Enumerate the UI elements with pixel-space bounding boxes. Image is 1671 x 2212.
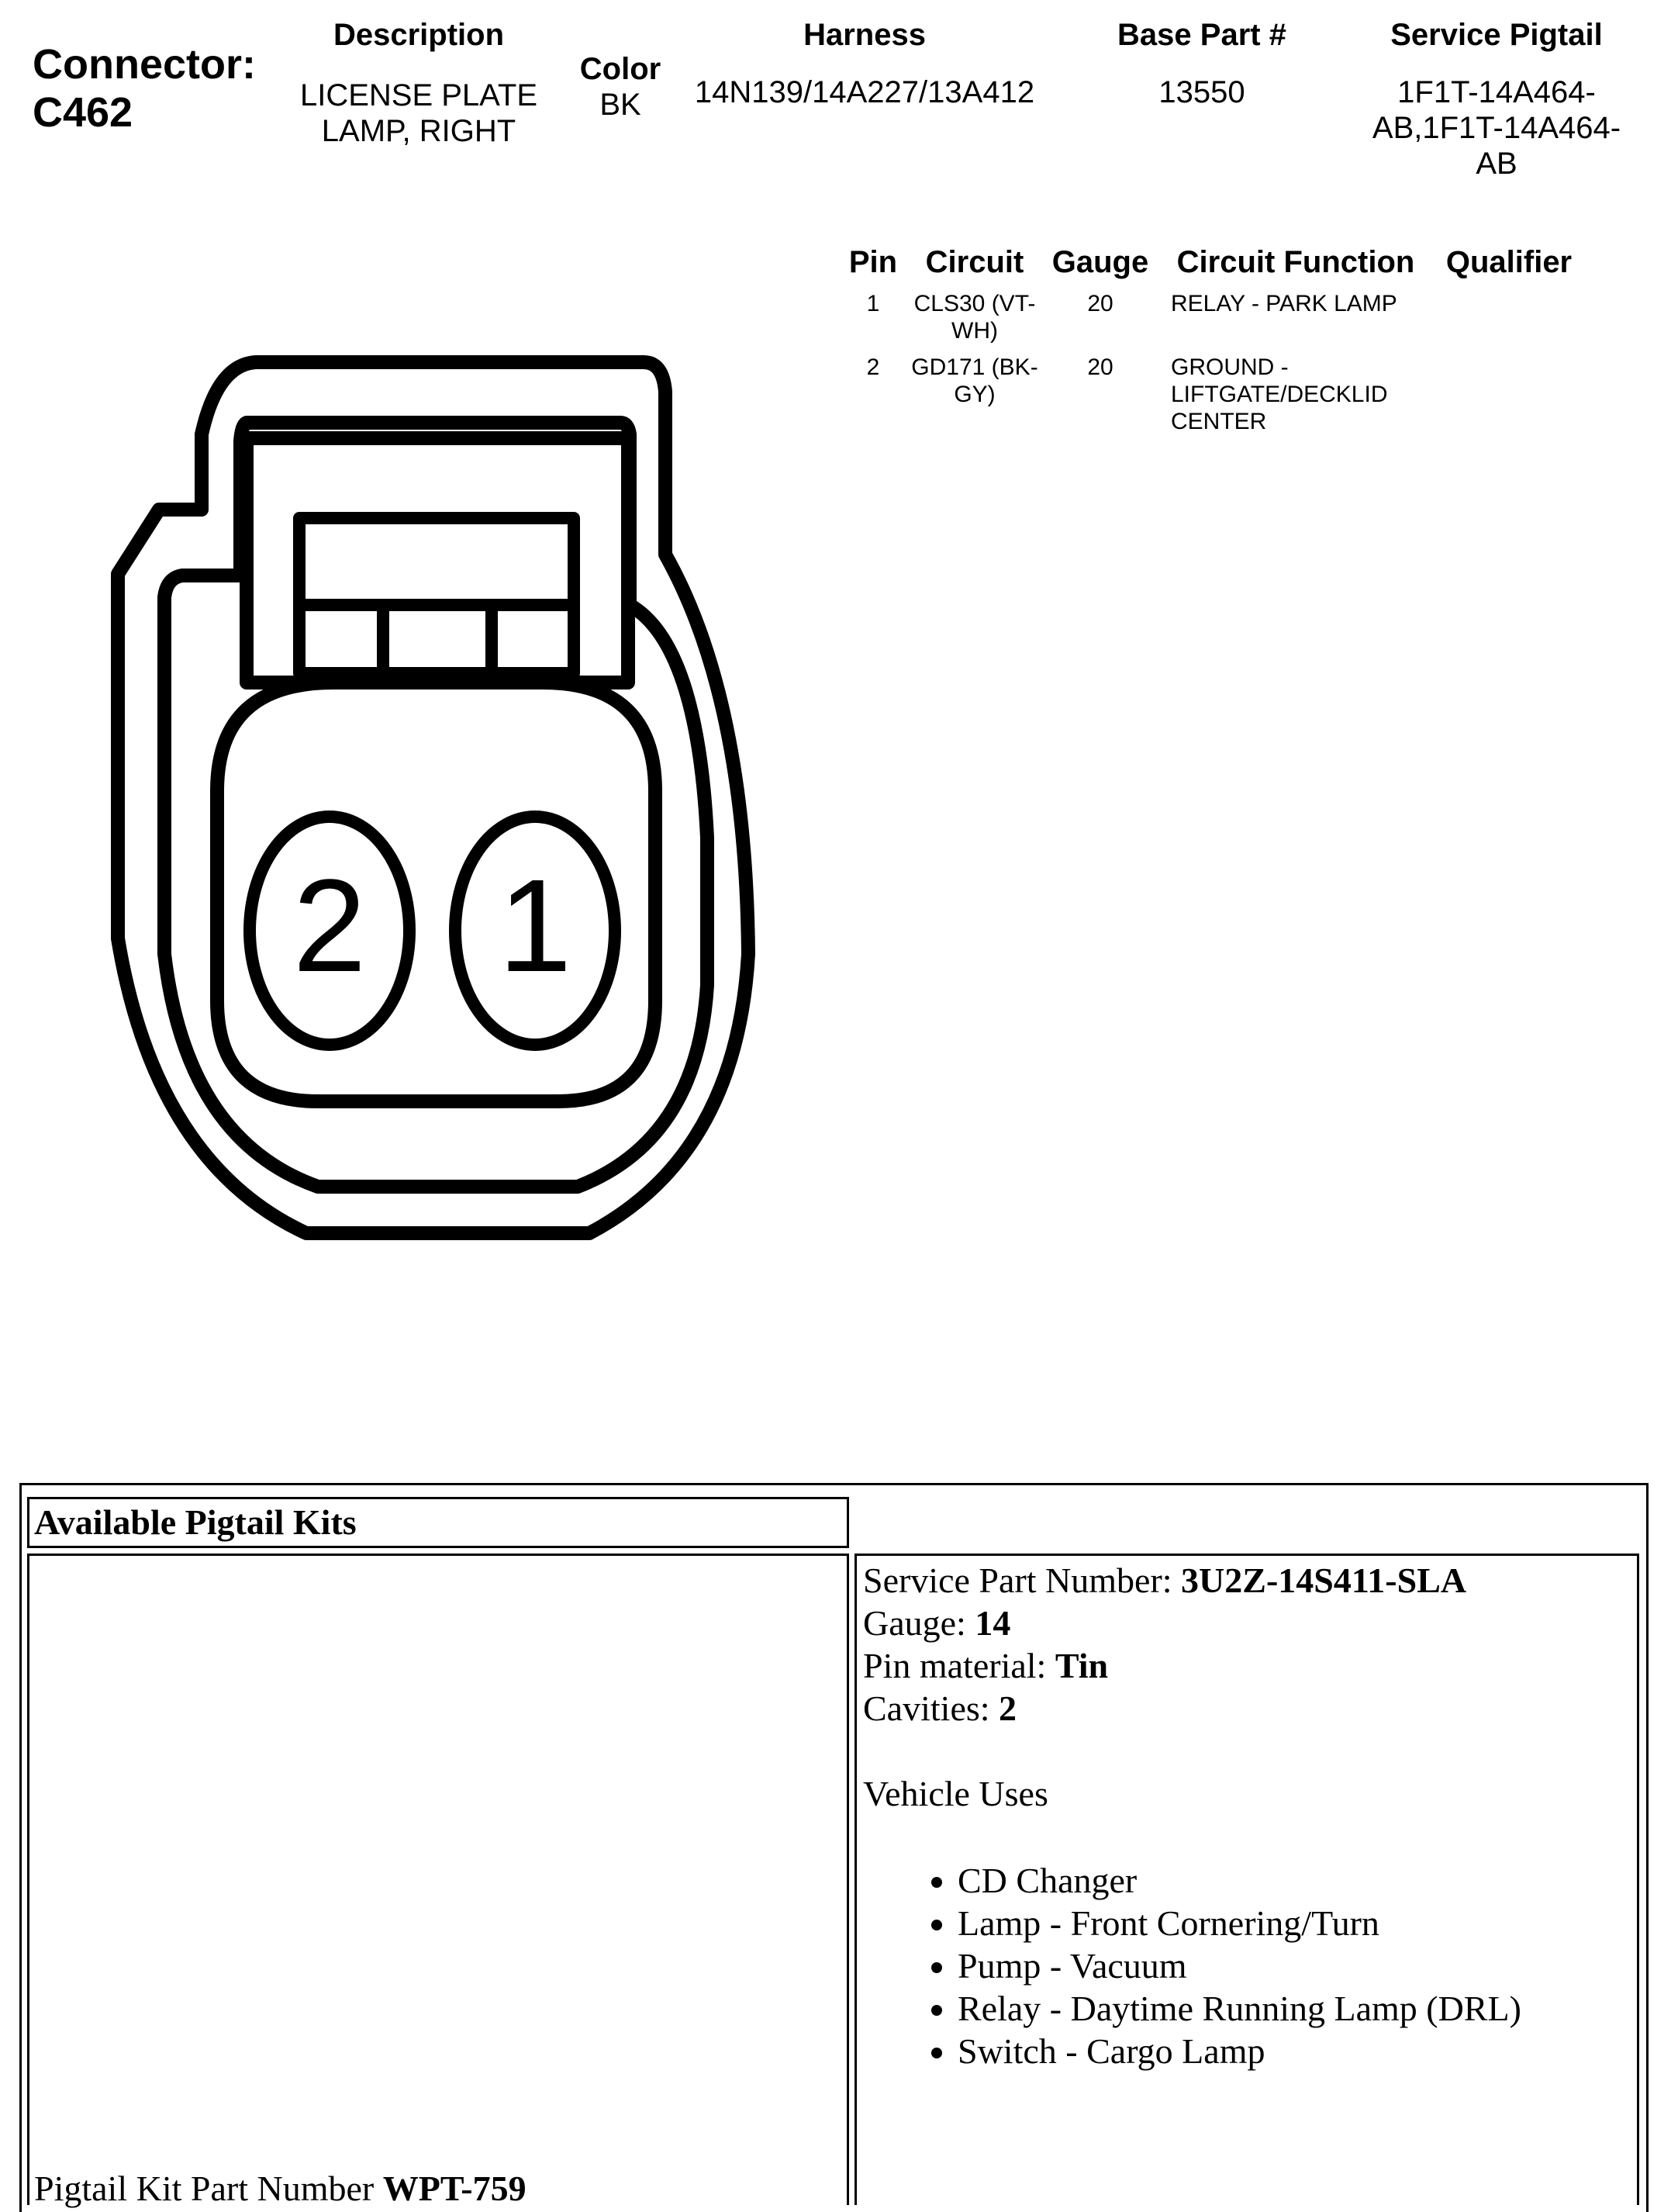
harness-label: Harness bbox=[803, 18, 926, 52]
cavity-1-number: 1 bbox=[498, 852, 572, 1000]
pin-gauge: 20 bbox=[1087, 354, 1113, 380]
cavity-2-number: 2 bbox=[292, 852, 367, 1000]
service-pigtail-line2: AB,1F1T-14A464- bbox=[1372, 111, 1621, 145]
kit-pin-material-label: Pin material: bbox=[863, 1646, 1055, 1685]
circuit-header: Circuit bbox=[925, 245, 1024, 279]
pin-number: 1 bbox=[866, 291, 880, 316]
base-part-column bbox=[1070, 17, 1334, 110]
pigtail-kit-details-cell bbox=[854, 1554, 1639, 2205]
pigtail-kits-title-box bbox=[27, 1497, 849, 1548]
pin-function bbox=[1160, 290, 1431, 354]
list-item: • Lamp - Front Cornering/Turn bbox=[958, 1902, 1637, 1944]
kit-part-value: WPT-759 bbox=[382, 2169, 527, 2208]
pin-table bbox=[837, 245, 1586, 444]
pin-circuit bbox=[909, 354, 1041, 444]
base-part-label: Base Part # bbox=[1117, 18, 1286, 52]
qualifier-header: Qualifier bbox=[1445, 245, 1573, 279]
description-line1: LICENSE PLATE bbox=[299, 78, 538, 112]
kit-cavities-value: 2 bbox=[999, 1688, 1017, 1728]
connector-face-diagram bbox=[101, 341, 783, 1272]
pin-gauge: 20 bbox=[1087, 291, 1113, 316]
color-value: BK bbox=[599, 88, 641, 122]
list-item: • CD Changer bbox=[958, 1859, 1637, 1902]
kit-gauge bbox=[863, 1602, 1637, 1644]
pin-function-line1: RELAY - PARK LAMP bbox=[1171, 291, 1397, 316]
connector-title bbox=[33, 40, 256, 137]
pin-qualifier bbox=[1431, 354, 1586, 444]
color-column bbox=[566, 51, 675, 123]
pin-circuit-line1: GD171 (BK- bbox=[911, 354, 1038, 380]
description-column bbox=[287, 17, 551, 149]
kit-gauge-label: Gauge: bbox=[863, 1603, 975, 1643]
latch-tab bbox=[299, 518, 574, 673]
list-item: • Switch - Cargo Lamp bbox=[958, 2030, 1637, 2072]
service-pigtail-column bbox=[1349, 17, 1644, 181]
color-label: Color bbox=[579, 52, 661, 86]
pin-header: Pin bbox=[848, 245, 898, 279]
description-line2: LAMP, RIGHT bbox=[321, 114, 516, 148]
pin-circuit-line2: GY) bbox=[954, 382, 996, 407]
pin-circuit-line2: WH) bbox=[951, 318, 998, 344]
kit-cavities bbox=[863, 1687, 1637, 1730]
kit-part-label: Pigtail Kit Part Number bbox=[34, 2169, 383, 2208]
pin-function-line3: CENTER bbox=[1171, 409, 1267, 434]
kit-pin-material-value: Tin bbox=[1055, 1646, 1109, 1685]
base-part-value: 13550 bbox=[1158, 75, 1245, 109]
service-pigtail-line1: 1F1T-14A464- bbox=[1397, 75, 1596, 109]
pigtail-kits-title: Available Pigtail Kits bbox=[34, 1502, 357, 1542]
pin-function-line2: LIFTGATE/DECKLID bbox=[1171, 382, 1388, 407]
service-part-value: 3U2Z-14S411-SLA bbox=[1181, 1560, 1467, 1600]
pin-function-line1: GROUND - bbox=[1171, 354, 1289, 380]
pin-number: 2 bbox=[866, 354, 880, 380]
kit-pin-material bbox=[863, 1644, 1637, 1687]
pin-row bbox=[837, 354, 1586, 444]
kit-cavities-label: Cavities: bbox=[863, 1688, 999, 1728]
terminal-face bbox=[217, 683, 655, 1101]
pin-circuit bbox=[909, 290, 1041, 354]
pin-qualifier bbox=[1431, 290, 1586, 354]
connector-label: Connector: bbox=[33, 41, 256, 88]
pigtail-kit-image-cell bbox=[27, 1554, 849, 2208]
pin-circuit-line1: CLS30 (VT- bbox=[913, 291, 1036, 316]
service-part-number bbox=[863, 1559, 1637, 1602]
service-part-label: Service Part Number: bbox=[863, 1560, 1182, 1600]
pigtail-kit-part-number bbox=[34, 2167, 527, 2210]
description-label: Description bbox=[333, 18, 505, 52]
vehicle-uses-list bbox=[863, 1859, 1637, 2072]
pin-function bbox=[1160, 354, 1431, 444]
service-pigtail-label: Service Pigtail bbox=[1390, 18, 1603, 52]
harness-column bbox=[682, 17, 1047, 110]
list-item: • Relay - Daytime Running Lamp (DRL) bbox=[958, 1987, 1637, 2030]
vehicle-uses-heading: Vehicle Uses bbox=[863, 1774, 1048, 1813]
function-header: Circuit Function bbox=[1176, 245, 1415, 279]
gauge-header: Gauge bbox=[1051, 245, 1149, 279]
pin-row bbox=[837, 290, 1586, 354]
service-pigtail-line3: AB bbox=[1476, 147, 1517, 181]
kit-gauge-value: 14 bbox=[975, 1603, 1011, 1643]
connector-id: C462 bbox=[33, 89, 133, 136]
list-item: • Pump - Vacuum bbox=[958, 1944, 1637, 1987]
harness-value: 14N139/14A227/13A412 bbox=[694, 75, 1035, 109]
